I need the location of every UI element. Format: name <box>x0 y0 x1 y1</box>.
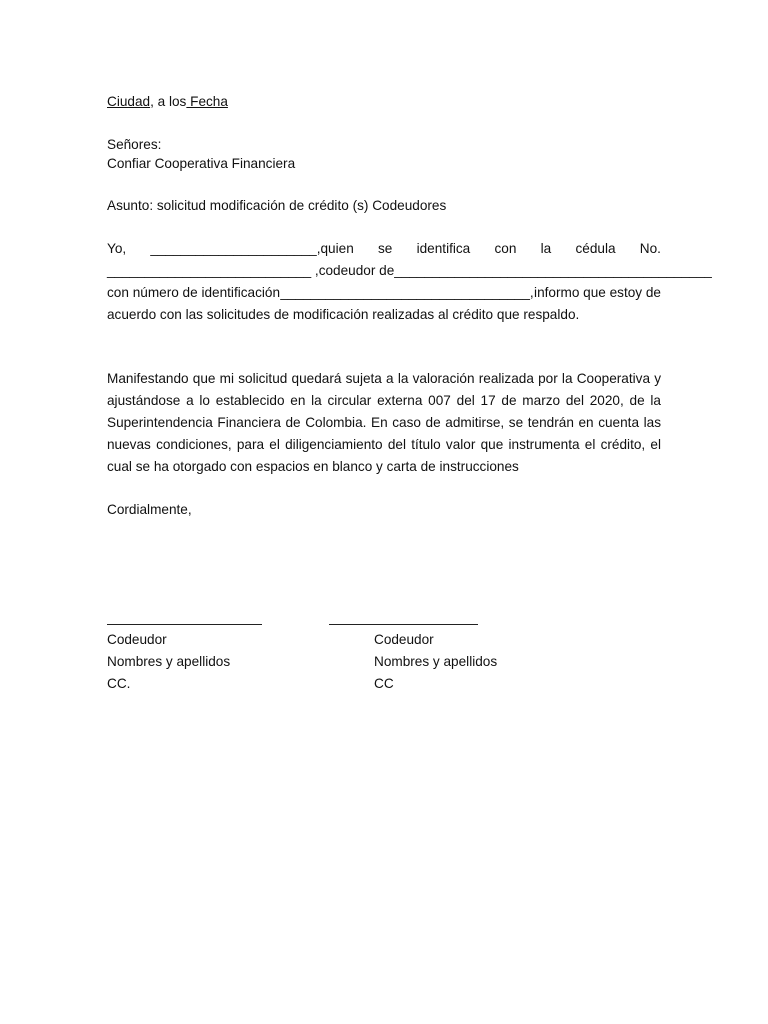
word: con número de identificación <box>107 285 281 300</box>
subject-line: Asunto: solicitud modificación de crédito (s) Codeudores <box>107 198 447 213</box>
word: No. <box>639 241 661 256</box>
signature-left-role: Codeudor <box>107 632 167 647</box>
signature-right-role: Codeudor <box>374 632 434 647</box>
paragraph2-line3 <box>107 414 661 432</box>
word: codeudor de <box>318 263 395 278</box>
id-number-blank: ___________________________ , <box>107 263 319 278</box>
paragraph1-line1 <box>107 240 661 258</box>
signature-left-id: CC. <box>107 676 131 691</box>
signature-right-id: CC <box>374 676 394 691</box>
text: Superintendencia Financiera de Colombia. En caso de admitirse, se tendrán en cuenta las <box>107 415 661 430</box>
paragraph2-line4 <box>107 436 661 454</box>
signature-right-names: Nombres y apellidos <box>374 654 498 669</box>
date-line <box>107 93 228 111</box>
word: cédula <box>575 241 616 256</box>
city-placeholder: Ciudad <box>107 94 151 109</box>
text: ajustándose a lo establecido en la circular externa 007 del 17 de marzo del 2020, de la <box>107 393 661 408</box>
debtor-blank: __________________________________________ <box>394 263 712 278</box>
paragraph1-line4: acuerdo con las solicitudes de modificación realizadas al crédito que respaldo. <box>107 307 580 322</box>
word: Yo, <box>107 241 127 256</box>
paragraph2-line2 <box>107 392 661 410</box>
word: la <box>540 241 552 256</box>
paragraph1-line3 <box>107 284 661 302</box>
signature-left-names: Nombres y apellidos <box>107 654 231 669</box>
recipient-name: Confiar Cooperativa Financiera <box>107 156 296 171</box>
signature-line-left <box>107 624 262 625</box>
word: con <box>494 241 517 256</box>
debtor-id-blank: _________________________________, <box>280 285 534 300</box>
paragraph1-line2 <box>107 262 712 280</box>
date-connector: , a los <box>150 94 187 109</box>
word: se <box>378 241 393 256</box>
text: nuevas condiciones, para el diligenciamiento del título valor que instrumenta el crédito, el <box>107 437 661 452</box>
paragraph2-line5: cual se ha otorgado con espacios en blanco y carta de instrucciones <box>107 459 519 474</box>
paragraph2-line1 <box>107 370 661 388</box>
text: Manifestando que mi solicitud quedará sujeta a la valoración realizada por la Cooperativa y <box>107 371 661 386</box>
name-blank: ______________________,quien <box>150 241 354 256</box>
signature-line-right <box>329 624 478 625</box>
closing: Cordialmente, <box>107 502 192 517</box>
word: identifica <box>416 241 471 256</box>
date-placeholder: Fecha <box>186 94 228 109</box>
word: informo que estoy de <box>534 285 661 300</box>
salutation: Señores: <box>107 137 162 152</box>
